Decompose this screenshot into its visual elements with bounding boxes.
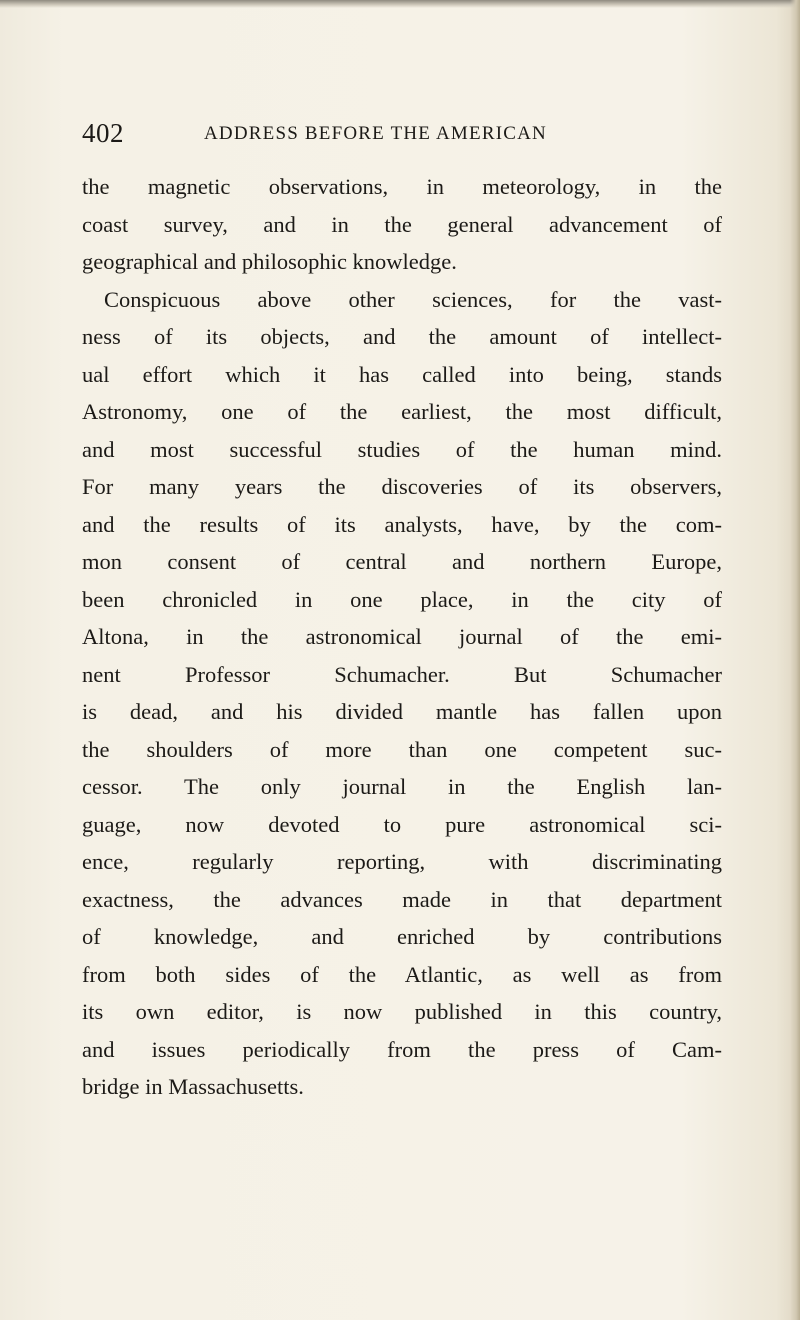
text-line: and the results of its analysts, have, by the com- [82, 511, 722, 537]
text-line: Conspicuous above other sciences, for the vast- [104, 286, 722, 312]
text-line: mon consent of central and northern Europe, [82, 549, 722, 574]
text-line: and most successful studies of the human mind. [82, 436, 722, 462]
text-line: exactness, the advances made in that department [82, 886, 722, 912]
text-line: from both sides of the Atlantic, as well as from [82, 961, 722, 987]
running-head: ADDRESS BEFORE THE AMERICAN [204, 123, 547, 144]
text-line: ence, regularly reporting, with discriminating [82, 849, 722, 874]
text-line: geographical and philosophic knowledge. [82, 249, 457, 274]
text-line: nent Professor Schumacher. But Schumacher [82, 661, 722, 687]
page-top-edge [0, 0, 800, 8]
text-line: guage, now devoted to pure astronomical sci- [82, 811, 722, 837]
text-line: ual effort which it has called into being, stands [82, 361, 722, 387]
text-line: cessor. The only journal in the English lan- [82, 774, 722, 799]
text-line: For many years the discoveries of its observers, [82, 474, 722, 499]
text-line: of knowledge, and enriched by contributions [82, 924, 722, 949]
text-line: bridge in Massachusetts. [82, 1074, 304, 1099]
page-header [82, 118, 722, 158]
text-line: Astronomy, one of the earliest, the most difficult, [82, 399, 722, 424]
text-line: Altona, in the astronomical journal of the emi- [82, 624, 722, 649]
body-text [82, 168, 722, 1106]
text-line: its own editor, is now published in this country, [82, 999, 722, 1024]
text-line: is dead, and his divided mantle has fallen upon [82, 699, 722, 724]
page-number: 402 [82, 118, 124, 148]
text-line: ness of its objects, and the amount of intellect- [82, 324, 722, 349]
text-line: the magnetic observations, in meteorology, in the [82, 174, 722, 199]
text-line: been chronicled in one place, in the city of [82, 586, 722, 612]
text-line: and issues periodically from the press of Cam- [82, 1036, 722, 1062]
page-right-edge [790, 0, 800, 1320]
text-line: the shoulders of more than one competent suc- [82, 736, 722, 762]
text-line: coast survey, and in the general advancement of [82, 211, 722, 237]
